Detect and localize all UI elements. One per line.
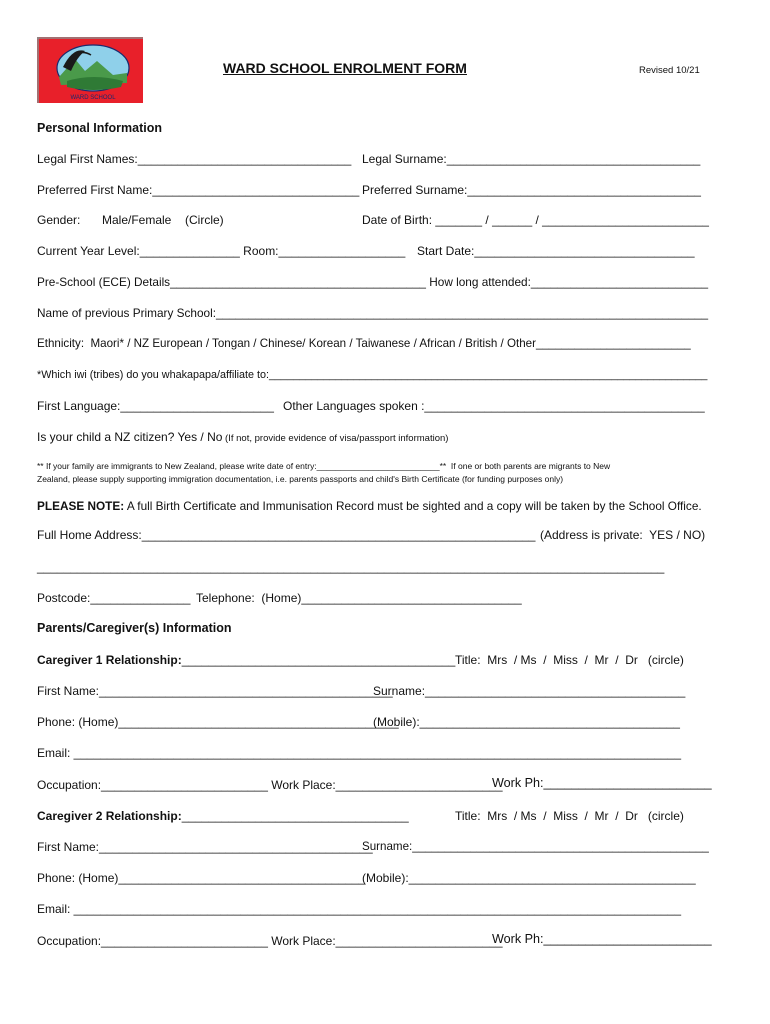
- caregiver1-email-field[interactable]: Email: ___________________________________________________________________________________________: [37, 746, 681, 760]
- revised-date: Revised 10/21: [639, 65, 700, 76]
- caregiver2-surname-field[interactable]: Surname:______________________________________________: [362, 840, 709, 853]
- nz-citizen-note: (If not, provide evidence of visa/passport information): [222, 433, 449, 444]
- other-languages-field[interactable]: Other Languages spoken :__________________________________________: [283, 399, 705, 413]
- preferred-first-name-field[interactable]: Preferred First Name:_______________________________: [37, 183, 360, 197]
- caregiver2-relationship-field[interactable]: [37, 809, 409, 823]
- caregiver1-occupation-field[interactable]: Occupation:_________________________ Work Place:_________________________: [37, 778, 503, 792]
- personal-info-heading: Personal Information: [37, 121, 163, 135]
- ethnicity-field[interactable]: Ethnicity: Maori* / NZ European / Tongan / Chinese/ Korean / Taiwanese / African / British / Other________________________: [37, 337, 691, 350]
- postcode-field[interactable]: Postcode:_______________: [37, 591, 191, 605]
- gender-circle-note: (Circle): [185, 213, 224, 227]
- caregiver1-title-options[interactable]: Title: Mrs / Ms / Miss / Mr / Dr (circle): [455, 653, 684, 667]
- form-title: WARD SCHOOL ENROLMENT FORM: [223, 60, 467, 76]
- caregiver2-relationship-label: Caregiver 2 Relationship:: [37, 809, 182, 823]
- caregiver2-first-name-field[interactable]: First Name:_________________________________________: [37, 840, 373, 854]
- caregiver1-first-name-field[interactable]: First Name:____________________________________________: [37, 684, 393, 698]
- please-note-text: A full Birth Certificate and Immunisation Record must be sighted and a copy will be taken by the School Office.: [124, 499, 702, 513]
- year-level-room-field[interactable]: Current Year Level:_______________ Room:___________________: [37, 244, 406, 258]
- address-private-option[interactable]: (Address is private: YES / NO): [540, 528, 706, 542]
- preferred-surname-field[interactable]: Preferred Surname:___________________________________: [362, 183, 701, 197]
- caregiver1-work-phone-field[interactable]: Work Ph:________________________: [492, 776, 712, 790]
- preschool-details-field[interactable]: Pre-School (ECE) Details_______________________________________ How long attended:___________________________: [37, 275, 709, 289]
- please-note: [37, 499, 702, 513]
- caregiver2-occupation-field[interactable]: Occupation:_________________________ Work Place:_________________________: [37, 934, 503, 948]
- home-address-field[interactable]: Full Home Address:___________________________________________________________: [37, 528, 536, 542]
- previous-school-field[interactable]: Name of previous Primary School:___________________________________________________________________________: [37, 306, 709, 320]
- parents-info-heading: Parents/Caregiver(s) Information: [37, 621, 232, 635]
- start-date-field[interactable]: Start Date:_________________________________: [417, 244, 695, 258]
- caregiver2-title-options[interactable]: Title: Mrs / Ms / Miss / Mr / Dr (circle): [455, 809, 684, 823]
- date-of-birth-field[interactable]: Date of Birth: _______ / ______ / _________________________: [362, 213, 709, 227]
- caregiver1-surname-field[interactable]: Surname:_______________________________________: [373, 684, 686, 698]
- caregiver1-mobile-field[interactable]: (Mobile):_______________________________________: [373, 715, 680, 729]
- legal-surname-field[interactable]: Legal Surname:______________________________________: [362, 152, 701, 166]
- please-note-label: PLEASE NOTE:: [37, 499, 125, 513]
- gender-label: Gender:: [37, 213, 81, 227]
- logo-text: WARD SCHOOL: [70, 95, 116, 101]
- immigrant-note-line1: ** If your family are immigrants to New Zealand, please write date of entry:__________________________** If one or both parents are migrants to New: [37, 461, 611, 471]
- caregiver2-relationship-line[interactable]: __________________________________: [181, 809, 409, 823]
- nz-citizen-main: Is your child a NZ citizen? Yes / No: [37, 430, 223, 444]
- caregiver1-relationship-field[interactable]: [37, 653, 455, 667]
- caregiver2-work-phone-field[interactable]: Work Ph:________________________: [492, 932, 712, 946]
- caregiver1-relationship-label: Caregiver 1 Relationship:: [37, 653, 182, 667]
- home-address-line2[interactable]: ______________________________________________________________________________________________: [37, 560, 665, 574]
- caregiver1-home-phone-field[interactable]: Phone: (Home)__________________________________________: [37, 715, 399, 729]
- caregiver2-email-field[interactable]: Email: ___________________________________________________________________________________________: [37, 902, 681, 916]
- gender-options[interactable]: Male/Female: [102, 213, 172, 227]
- immigrant-note-line2: Zealand, please supply supporting immigration documentation, i.e. parents passports and child's Birth Certificate (for funding purposes only): [37, 474, 564, 484]
- first-language-field[interactable]: First Language:_______________________: [37, 399, 274, 413]
- caregiver2-mobile-field[interactable]: (Mobile):___________________________________________: [362, 871, 696, 885]
- iwi-field[interactable]: *Which iwi (tribes) do you whakapapa/affiliate to:_________________________________________________________________________: [37, 369, 708, 381]
- home-telephone-field[interactable]: Telephone: (Home)_________________________________: [196, 591, 522, 605]
- legal-first-names-field[interactable]: Legal First Names:________________________________: [37, 152, 352, 166]
- caregiver2-home-phone-field[interactable]: Phone: (Home)_____________________________________: [37, 871, 366, 885]
- nz-citizen-question[interactable]: [37, 430, 448, 446]
- caregiver1-relationship-line[interactable]: _________________________________________: [181, 653, 456, 667]
- school-logo: [37, 37, 143, 103]
